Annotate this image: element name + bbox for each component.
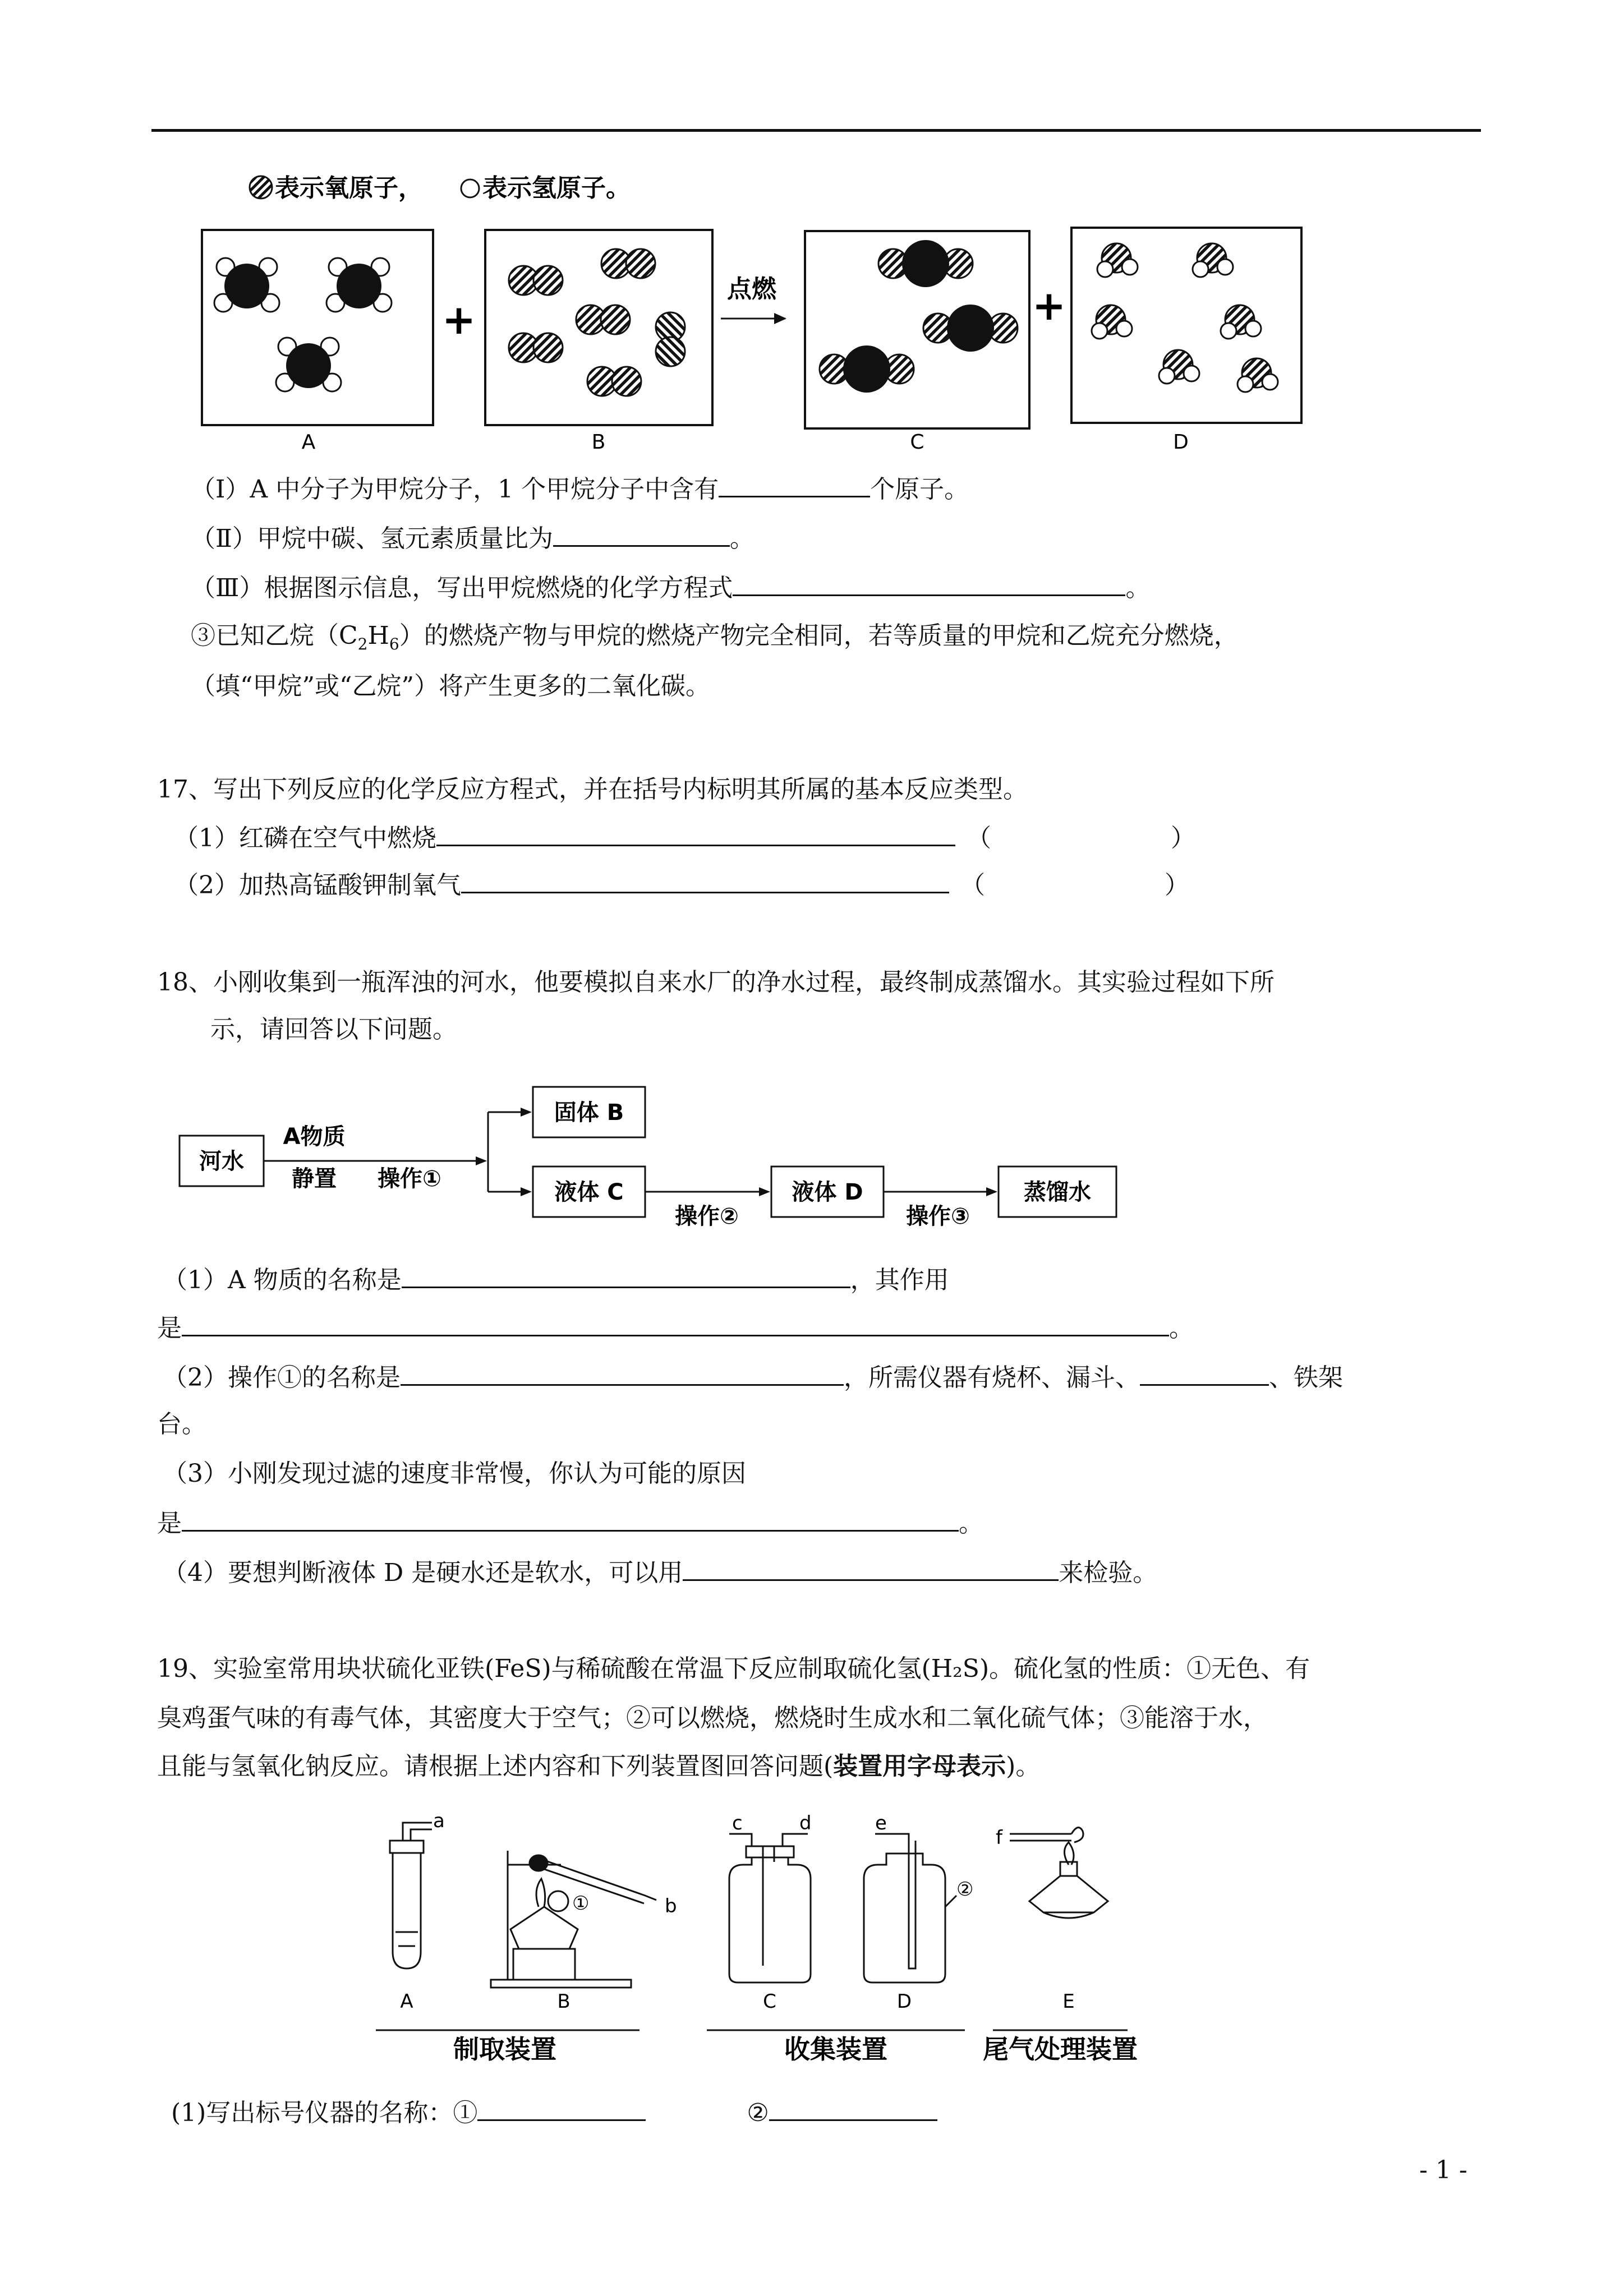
box-label-b: B <box>591 431 606 454</box>
oxygen-atom-icon <box>250 176 272 199</box>
legend-oxygen-text: 表示氧原子， <box>275 174 423 202</box>
apparatus-label-a: A <box>400 1990 413 2013</box>
port-label-f: f <box>996 1827 1002 1849</box>
answer-blank[interactable] <box>182 1310 1169 1336</box>
q18-sub-2-line2: 台。 <box>157 1410 206 1439</box>
q19-sub-1: (1)写出标号仪器的名称：① ② <box>171 2095 937 2130</box>
q16-part-i: （Ⅰ）A 中分子为甲烷分子，1 个甲烷分子中含有 个原子。 <box>191 471 969 506</box>
apparatus-d-gas-bottle-icon <box>864 1834 956 1983</box>
q17-item-1: （1）红磷在空气中燃烧 （ ） <box>174 820 1195 855</box>
arrow-label: 点燃 <box>727 275 776 303</box>
q18-sub-4: （4）要想判断液体 D 是硬水还是软水，可以用 来检验。 <box>163 1555 1157 1590</box>
hydrogen-atom-icon <box>461 179 479 197</box>
flow-label-settle: 静置 <box>292 1166 337 1192</box>
group-label-prep: 制取装置 <box>453 2034 556 2064</box>
plus-sign: + <box>441 296 476 343</box>
answer-blank[interactable] <box>401 1359 844 1386</box>
molecule-reaction-diagram <box>191 219 1313 454</box>
apparatus-diagram <box>370 1811 1245 2069</box>
q19-line3: 且能与氢氧化钠反应。请根据上述内容和下列装置图回答问题(装置用字母表示)。 <box>157 1752 1041 1781</box>
port-label-a: a <box>433 1811 445 1832</box>
group-label-tail: 尾气处理装置 <box>983 2034 1138 2064</box>
q16-part-ii: （Ⅱ）甲烷中碳、氢元素质量比为 。 <box>191 520 755 556</box>
group-label-collect: 收集装置 <box>784 2034 887 2064</box>
answer-blank[interactable] <box>769 2095 937 2121</box>
answer-blank[interactable] <box>719 471 870 497</box>
flow-label-liquid-c: 液体 C <box>554 1179 624 1205</box>
q18-title-line1: 18、小刚收集到一瓶浑浊的河水，他要模拟自来水厂的净水过程，最终制成蒸馏水。其实验过程如下所 <box>157 968 1275 997</box>
q19-line1: 19、实验室常用块状硫化亚铁(FeS)与稀硫酸在常温下反应制取硫化氢(H₂S)。硫化氢的性质：①无色、有 <box>157 1654 1310 1683</box>
mark-2: ② <box>956 1878 974 1901</box>
answer-blank[interactable] <box>553 520 730 547</box>
flow-label-river: 河水 <box>199 1149 244 1174</box>
answer-blank[interactable] <box>461 867 949 893</box>
apparatus-e-alcohol-lamp-icon <box>1010 1828 1108 1918</box>
flow-label-op3: 操作③ <box>906 1204 970 1229</box>
apparatus-label-e: E <box>1062 1990 1075 2013</box>
purification-flowchart <box>174 1077 1128 1234</box>
plus-sign: + <box>1032 282 1066 329</box>
q18-sub-1-line2: 是 。 <box>157 1310 1194 1345</box>
flow-label-liquid-d: 液体 D <box>792 1179 863 1205</box>
box-label-c: C <box>910 431 924 454</box>
answer-blank[interactable] <box>477 2095 646 2121</box>
page-number: - 1 - <box>1419 2156 1467 2184</box>
answer-blank[interactable] <box>683 1555 1059 1581</box>
arrow-head-icon <box>774 313 786 324</box>
flow-label-op1: 操作① <box>378 1166 441 1192</box>
flow-label-solid-b: 固体 B <box>554 1100 624 1126</box>
apparatus-label-d: D <box>896 1990 912 2013</box>
box-label-a: A <box>301 431 316 454</box>
q18-title-line2: 示，请回答以下问题。 <box>210 1015 457 1044</box>
apparatus-c-gas-bottle-icon <box>729 1834 811 1983</box>
answer-blank[interactable] <box>436 820 955 846</box>
apparatus-label-b: B <box>557 1990 571 2013</box>
legend-hydrogen-text: 表示氢原子。 <box>482 174 631 202</box>
mark-1: ① <box>572 1892 590 1915</box>
flow-label-distilled: 蒸馏水 <box>1024 1179 1091 1205</box>
flow-label-a-substance: A物质 <box>283 1124 346 1150</box>
port-label-b: b <box>665 1895 677 1917</box>
header-rule <box>151 129 1481 132</box>
q18-sub-1-line1: （1）A 物质的名称是 ，其作用 <box>163 1262 949 1297</box>
q16-part-iv-line1: ③已知乙烷$(C_2H_6)$的燃烧产物与甲烷的燃烧产物完全相同，若等质量的甲烷和乙烷充分燃烧， <box>191 621 1239 653</box>
answer-blank[interactable] <box>1140 1359 1269 1386</box>
port-label-e: e <box>875 1812 887 1834</box>
box-a <box>202 230 433 425</box>
legend-graphic <box>247 168 673 208</box>
flow-label-op2: 操作② <box>675 1204 739 1229</box>
q18-sub-2-line1: （2）操作①的名称是 ，所需仪器有烧杯、漏斗、 、铁架 <box>163 1359 1343 1395</box>
q17-item-2: （2）加热高锰酸钾制氧气 （ ） <box>174 867 1189 902</box>
port-label-c: c <box>732 1812 743 1834</box>
answer-blank[interactable] <box>182 1505 959 1532</box>
apparatus-label-c: C <box>763 1990 776 2013</box>
q17-title: 17、写出下列反应的化学反应方程式，并在括号内标明其所属的基本反应类型。 <box>157 775 1028 804</box>
q19-line2: 臭鸡蛋气味的有毒气体，其密度大于空气；②可以燃烧，燃烧时生成水和二氧化硫气体；③能溶于水， <box>157 1704 1268 1732</box>
answer-blank[interactable] <box>402 1262 850 1288</box>
apparatus-a-test-tube-icon <box>390 1823 432 1968</box>
q18-sub-3-line2: 是 。 <box>157 1505 983 1541</box>
q16-part-iii: （Ⅲ）根据图示信息，写出甲烷燃烧的化学方程式 。 <box>191 570 1150 605</box>
answer-blank[interactable] <box>733 570 1125 596</box>
box-label-d: D <box>1173 431 1189 454</box>
apparatus-b-heating-setup-icon <box>491 1851 656 1988</box>
q16-part-iv-line2: （填“甲烷”或“乙烷”）将产生更多的二氧化碳。 <box>191 672 710 700</box>
q18-sub-3-line1: （3）小刚发现过滤的速度非常慢，你认为可能的原因 <box>163 1459 746 1488</box>
port-label-d: d <box>799 1812 812 1834</box>
